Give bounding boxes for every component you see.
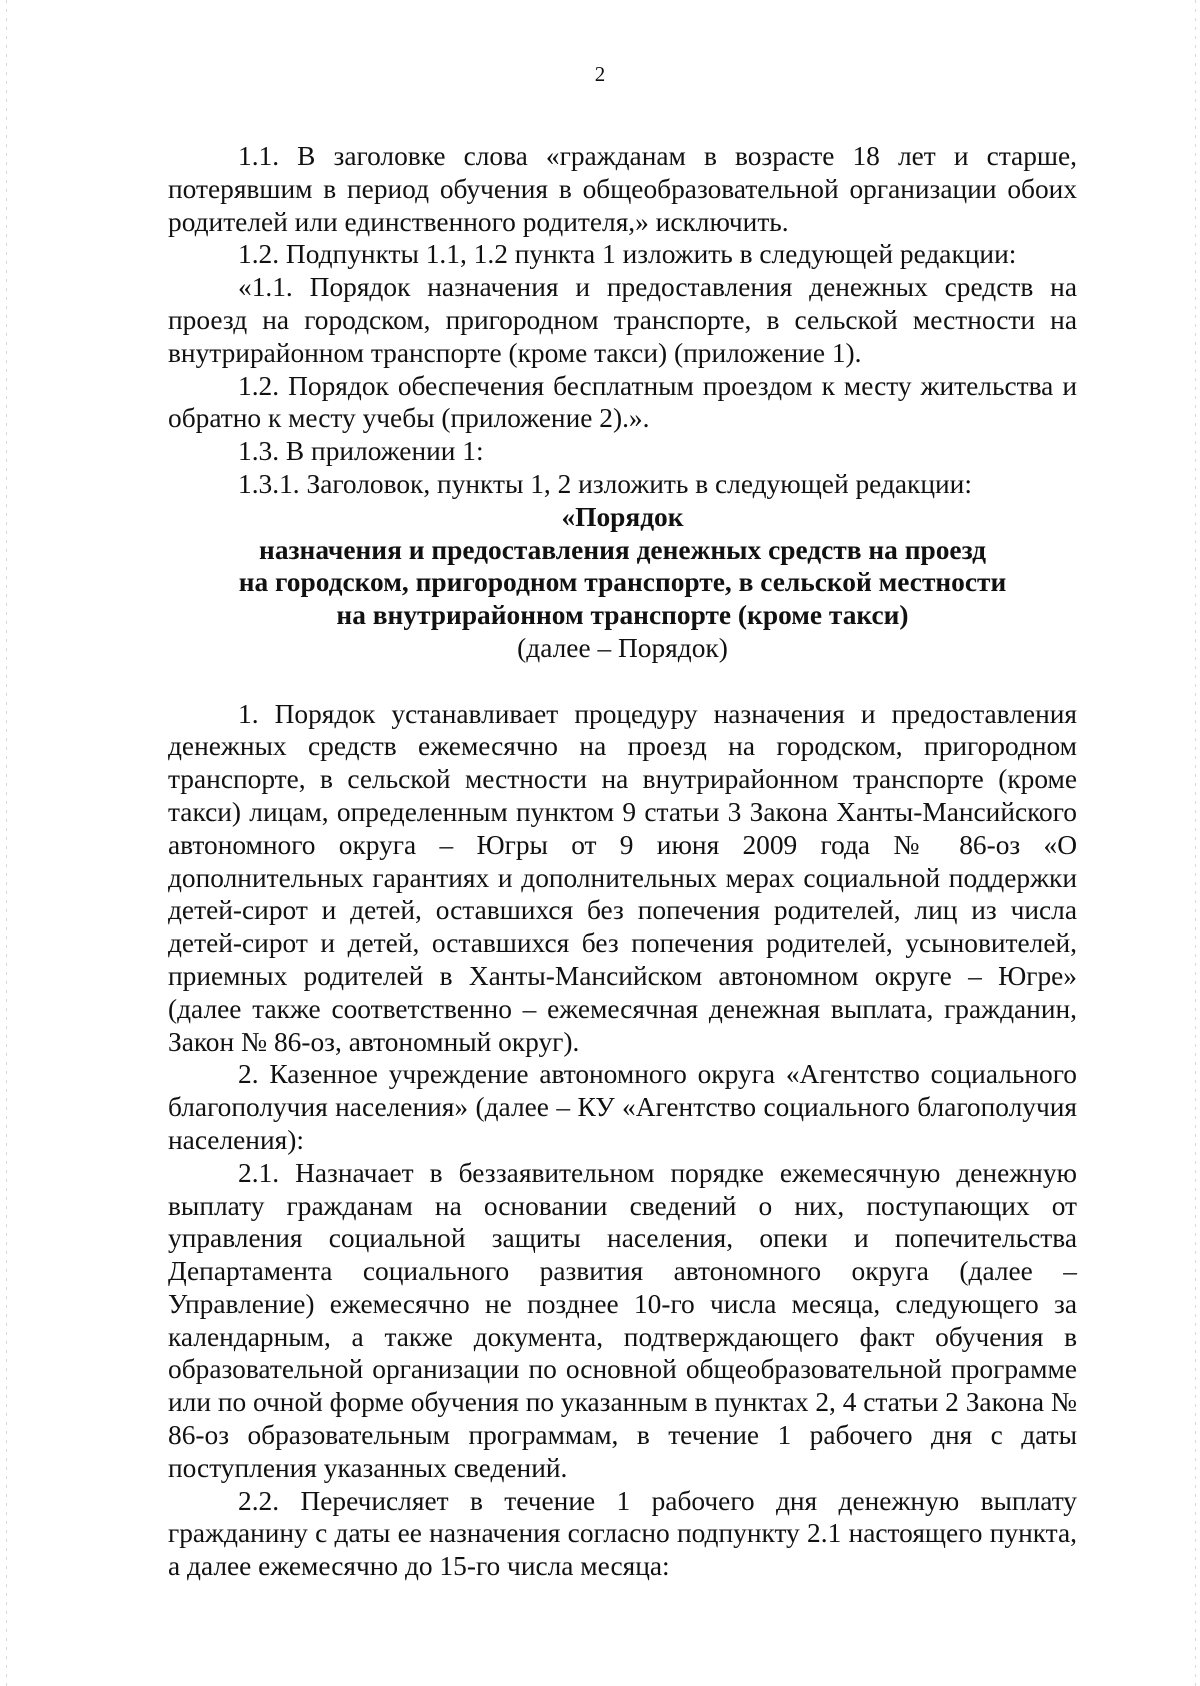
page-number: 2 bbox=[594, 62, 606, 86]
paragraph-1: 1. Порядок устанавливает процедуру назначения и предоставления денежных средств ежемесячно на проезд на городском, пригородном транспорте, в сельской местности на внутрирайонном транспорте (кроме такси) лицам, определенным пунктом 9 статьи 3 Закона Ханты-Мансийского автономного округа – Югры от 9 июня 2009 года № 86-оз «О дополнительных гарантиях и дополнительных мерах социальной поддержки детей-сирот и детей, оставшихся без попечения родителей, лиц из числа детей-сирот и детей, оставшихся без попечения родителей, усыновителей, приемных родителей в Ханты-Мансийском автономном округе – Югре» (далее также соответственно – ежемесячная денежная выплата, гражданин, Закон № 86-оз, автономный округ). bbox=[168, 698, 1077, 1057]
paragraph-1-2: 1.2. Подпункты 1.1, 1.2 пункта 1 изложить в следующей редакции: bbox=[238, 239, 1017, 270]
scan-edge-left bbox=[6, 0, 7, 1686]
heading-line-3: на городском, пригородном транспорте, в сельской местности bbox=[238, 567, 1007, 598]
paragraph-1-1: 1.1. В заголовке слова «гражданам в возрасте 18 лет и старше, потерявшим в период обучения в общеобразовательной организации обоих родителей или единственного родителя,» исключить. bbox=[168, 141, 1077, 237]
paragraph-quote-1-2: 1.2. Порядок обеспечения бесплатным проездом к месту жительства и обратно к месту учебы (приложение 2).». bbox=[168, 370, 1077, 434]
heading-line-1: «Порядок bbox=[561, 501, 684, 532]
paragraph-2: 2. Казенное учреждение автономного округа «Агентство социального благополучия населения» (далее – КУ «Агентство социального благополучия населения): bbox=[168, 1059, 1077, 1155]
paragraph-quote-1-1: «1.1. Порядок назначения и предоставления денежных средств на проезд на городском, пригородном транспорте, в сельской местности на внутрирайонном транспорте (кроме такси) (приложение 1). bbox=[168, 272, 1077, 368]
heading-line-4: на внутрирайонном транспорте (кроме такси) bbox=[336, 600, 909, 631]
paragraph-1-3-1: 1.3.1. Заголовок, пункты 1, 2 изложить в следующей редакции: bbox=[238, 468, 972, 499]
heading-line-2: назначения и предоставления денежных средств на проезд bbox=[259, 534, 986, 565]
document-body bbox=[168, 140, 1077, 1583]
paragraph-2-1: 2.1. Назначает в беззаявительном порядке ежемесячную денежную выплату гражданам на основании сведений о них, поступающих от управления социальной защиты населения, опеки и попечительства Департамента социального развития автономного округа (далее – Управление) ежемесячно не позднее 10-го числа месяца, следующего за календарным, а также документа, подтверждающего факт обучения в образовательной организации по основной общеобразовательной программе или по очной форме обучения по указанным в пунктах 2, 4 статьи 2 Закона № 86-оз образовательным программам, в течение 1 рабочего дня с даты поступления указанных сведений. bbox=[168, 1157, 1077, 1483]
paragraph-1-3: 1.3. В приложении 1: bbox=[238, 436, 484, 467]
scan-edge-right bbox=[1195, 0, 1196, 1686]
heading-subtitle: (далее – Порядок) bbox=[517, 632, 728, 663]
paragraph-2-2: 2.2. Перечисляет в течение 1 рабочего дня денежную выплату гражданину с даты ее назначения согласно подпункту 2.1 настоящего пункта, а далее ежемесячно до 15-го числа месяца: bbox=[168, 1485, 1077, 1582]
order-heading bbox=[168, 501, 1077, 665]
